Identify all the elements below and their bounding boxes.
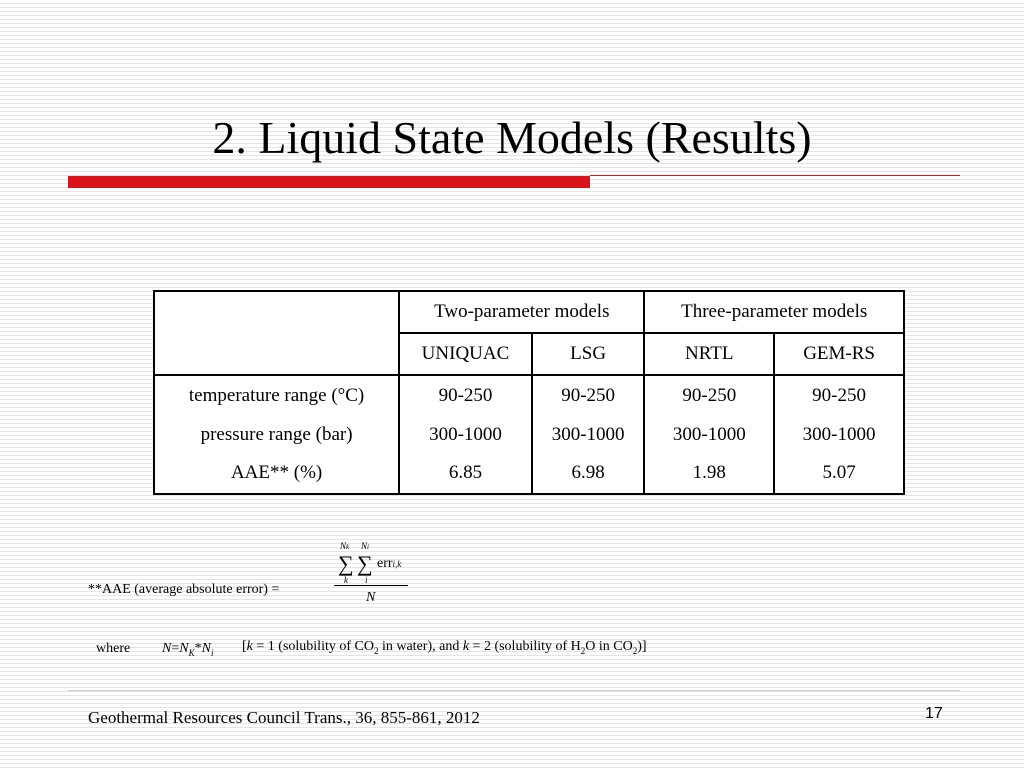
page-number: 17 — [925, 705, 943, 722]
row-label: pressure range (bar) — [154, 415, 399, 454]
where-label: where — [96, 641, 131, 656]
group-header-three-parameter: Three-parameter models — [644, 291, 904, 333]
table-cell: 300-1000 — [532, 415, 645, 454]
fraction-bar — [334, 585, 408, 586]
formula-denominator: N — [366, 590, 376, 605]
sum-upper-limit-1: Nk — [340, 541, 350, 551]
table-cell: 6.85 — [399, 454, 532, 494]
table-cell: 6.98 — [532, 454, 645, 494]
sigma-icon: ∑ — [357, 551, 373, 576]
citation: Geothermal Resources Council Trans., 36, 855-861, 2012 — [88, 708, 480, 727]
results-table — [153, 290, 905, 495]
sigma-icon: ∑ — [338, 551, 354, 576]
table-cell: 1.98 — [644, 454, 774, 494]
table-row — [154, 415, 904, 454]
n-definition: $N=N_K*N_i$ — [162, 641, 214, 658]
table-cell: 90-250 — [774, 375, 904, 415]
model-header-gem-rs: GEM-RS — [774, 333, 904, 375]
table-cell: 300-1000 — [399, 415, 532, 454]
table-row — [154, 454, 904, 494]
table-cell: 300-1000 — [774, 415, 904, 454]
table-header-row — [154, 291, 904, 333]
k-index-note: [k = 1 (solubility of $CO_2$ in water), and k = 2 (solubility of $H_2O$ in $CO_2$)] — [242, 639, 647, 656]
table-cell: 300-1000 — [644, 415, 774, 454]
aae-definition-label: **AAE (average absolute error) = — [88, 582, 280, 597]
title-underline-thin — [590, 175, 960, 176]
sum-lower-limit-1: k — [344, 575, 348, 585]
model-header-uniquac: UNIQUAC — [399, 333, 532, 375]
where-line — [96, 639, 647, 658]
row-label: AAE** (%) — [154, 454, 399, 494]
footer-divider — [68, 690, 960, 691]
sum-upper-limit-2: Ni — [361, 541, 369, 551]
table-cell: 5.07 — [774, 454, 904, 494]
table-corner-cell — [154, 291, 399, 375]
model-header-nrtl: NRTL — [644, 333, 774, 375]
sum-lower-limit-2: i — [365, 575, 368, 585]
model-header-lsg: LSG — [532, 333, 645, 375]
table-row — [154, 375, 904, 415]
group-header-two-parameter: Two-parameter models — [399, 291, 644, 333]
row-label: temperature range (°C) — [154, 375, 399, 415]
title-underline-bar — [68, 176, 590, 188]
formula-numerator-term: erri,k — [377, 556, 402, 571]
slide-title: 2. Liquid State Models (Results) — [212, 112, 812, 163]
table-cell: 90-250 — [399, 375, 532, 415]
table-cell: 90-250 — [532, 375, 645, 415]
table-cell: 90-250 — [644, 375, 774, 415]
